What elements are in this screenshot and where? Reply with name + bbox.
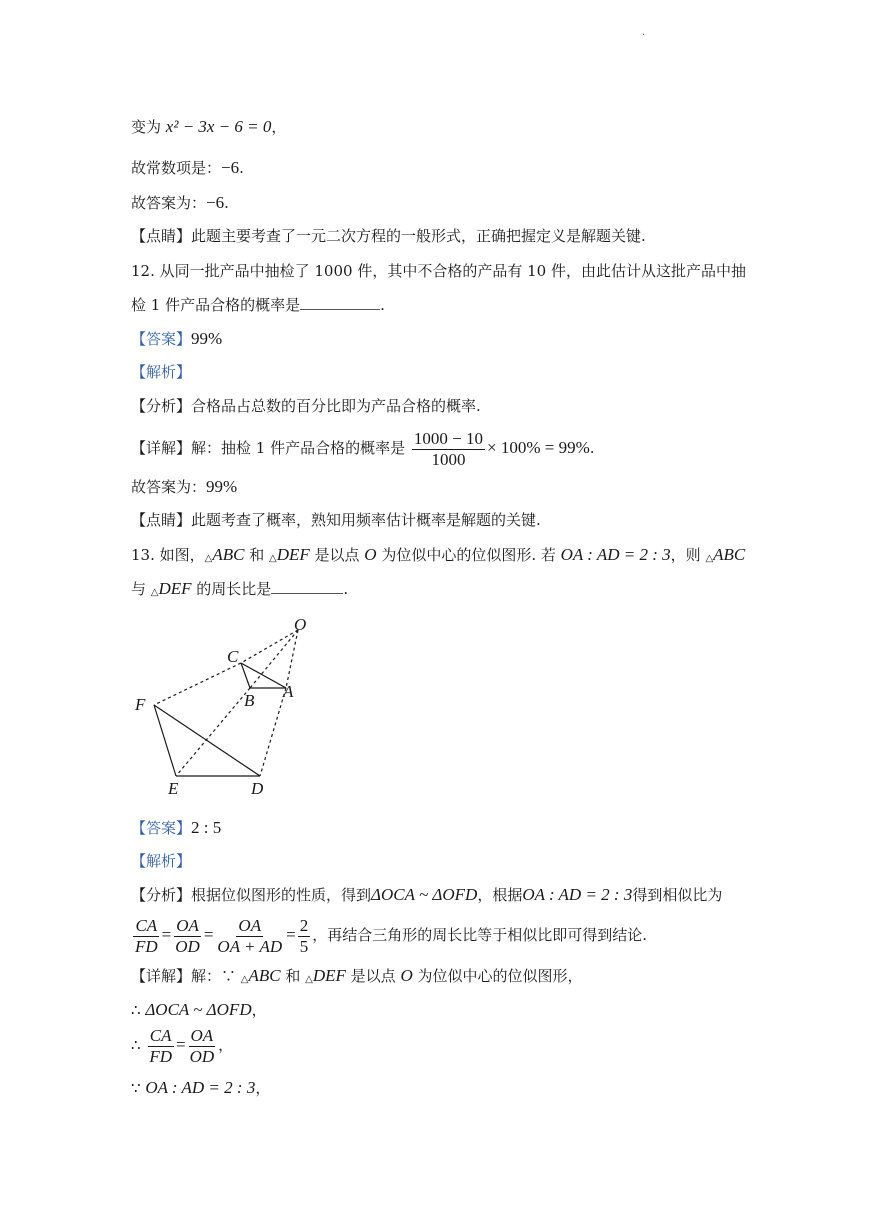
- text: 为位似中心的位似图形，: [412, 967, 583, 985]
- answer-blank: [271, 579, 343, 594]
- denominator: 5: [299, 936, 309, 956]
- analysis-tag: 【解析】: [131, 852, 192, 870]
- similarity: ΔOCA ~ ΔOFD: [145, 1000, 252, 1019]
- text: 故常数项是：: [131, 159, 222, 177]
- triangle-symbol: △: [705, 553, 714, 564]
- answer-line: [131, 193, 229, 213]
- triangle-symbol: △: [268, 553, 277, 564]
- punct: .: [380, 296, 385, 314]
- denominator: OD: [175, 936, 200, 956]
- numerator: CA: [149, 1025, 172, 1045]
- text: 和: [244, 546, 269, 564]
- eq-transform-line: [131, 117, 286, 137]
- punct: ，: [251, 1001, 267, 1019]
- numerator: 2: [299, 915, 309, 935]
- text: 得到相似比为: [632, 886, 723, 904]
- punct: .: [343, 580, 349, 598]
- text: 根据位似图形的性质，得到: [191, 886, 372, 904]
- triangle-symbol: △: [204, 553, 213, 564]
- segment-ca: [241, 663, 286, 688]
- ratio: OA : AD = 2 : 3: [522, 885, 633, 904]
- similarity: ΔOCA ~ ΔOFD: [371, 885, 478, 904]
- denominator: FD: [135, 936, 158, 956]
- homothety-figure: [120, 608, 330, 803]
- text: 此题主要考查了一元二次方程的一般形式，正确把握定义是解题关键.: [191, 227, 646, 245]
- dash-oa: [286, 630, 298, 688]
- label-b: B: [244, 691, 255, 710]
- triangle-abc: ABC: [713, 545, 746, 564]
- fraction-oa-od: [173, 916, 202, 957]
- text: 是以点: [309, 546, 365, 564]
- dash-ad: [260, 688, 286, 776]
- punct: ，: [255, 1079, 271, 1097]
- q12-line2: [131, 295, 385, 315]
- result: × 100% = 99%: [486, 438, 590, 457]
- q13-answer: [131, 818, 221, 838]
- text: ，则: [670, 546, 706, 564]
- text: 与: [131, 580, 151, 598]
- punct: .: [224, 194, 229, 212]
- dash-cf: [154, 663, 241, 705]
- triangle-def: DEF: [276, 545, 310, 564]
- point-o: O: [364, 545, 377, 564]
- ratio-condition: OA : AD = 2 : 3: [560, 545, 671, 564]
- text: 解：抽检 1 件产品合格的概率是: [191, 439, 406, 457]
- text: 故答案为：: [131, 478, 207, 496]
- triangle-symbol: △: [240, 974, 249, 985]
- label-c: C: [227, 647, 239, 666]
- value: 99%: [206, 477, 238, 496]
- fraction-2-5: [298, 916, 311, 957]
- q12-line1: 12. 从同一批产品中抽检了 1000 件，其中不合格的产品有 10 件，由此估计从这批产品中抽: [131, 262, 746, 280]
- q12-answer: [131, 329, 222, 349]
- because-symbol: ∵: [131, 1079, 146, 1097]
- numerator: OA: [238, 915, 262, 935]
- text: 13. 如图，: [131, 546, 205, 564]
- triangle-def: DEF: [312, 966, 346, 985]
- point-o: O: [400, 966, 413, 985]
- value: −6: [221, 158, 240, 177]
- fraction-oa-od: [188, 1026, 217, 1067]
- detail-tag: 【详解】: [131, 439, 192, 457]
- dash-ob: [250, 630, 298, 688]
- numerator: CA: [135, 915, 158, 935]
- denominator: FD: [149, 1046, 172, 1066]
- dash-oc: [241, 630, 298, 663]
- text: 是以点: [345, 967, 401, 985]
- therefore-symbol: ∴: [131, 1001, 146, 1019]
- triangle-symbol: △: [150, 587, 159, 598]
- denominator: 1000: [431, 449, 466, 469]
- comment-tag: 【点睛】: [131, 227, 192, 245]
- punct: .: [239, 159, 244, 177]
- text: 合格品占总数的百分比即为产品合格的概率.: [191, 397, 481, 415]
- segment-fe: [154, 705, 176, 776]
- q13-therefore1: [131, 1000, 267, 1020]
- triangle-symbol: △: [305, 974, 313, 985]
- punct: ，: [218, 1036, 234, 1054]
- segment-fd: [154, 705, 260, 776]
- denominator: OD: [189, 1046, 215, 1066]
- punct: ，: [271, 118, 287, 136]
- text: 变为: [131, 118, 162, 136]
- therefore-symbol: ∴: [131, 1036, 146, 1054]
- comment-tag: 【点睛】: [131, 511, 192, 529]
- numerator: OA: [190, 1025, 214, 1045]
- text: 为位似中心的位似图形. 若: [376, 546, 561, 564]
- text: ，再结合三角形的周长比等于相似比即可得到结论.: [312, 926, 647, 944]
- analysis-tag: 【解析】: [131, 363, 192, 381]
- fraction-ca-fd: [147, 1026, 174, 1067]
- text: 故答案为：: [131, 194, 207, 212]
- denominator: OA + AD: [217, 936, 283, 956]
- numerator: OA: [176, 915, 199, 935]
- numerator: 1000 − 10: [413, 428, 483, 448]
- punct: .: [589, 439, 595, 457]
- triangle-abc: ABC: [212, 545, 245, 564]
- answer-value: 99%: [191, 329, 223, 348]
- answer-tag: 【答案】: [131, 819, 192, 837]
- comment-line: [131, 226, 646, 246]
- fenxi-tag: 【分析】: [131, 397, 192, 415]
- q13-therefore2: ∴ $\frac{CA}{FD}$ = $\frac{OA}{OD}$ ，: [131, 1025, 234, 1066]
- text: 和: [280, 967, 306, 985]
- label-a: A: [283, 682, 294, 701]
- text: 检 1 件产品合格的概率是: [131, 296, 301, 314]
- fenxi-tag: 【分析】: [131, 886, 192, 904]
- q13-line1: [131, 545, 745, 568]
- page-marker: ·: [642, 30, 646, 41]
- q12-analysis-tag: [131, 362, 191, 382]
- text: 的周长比是: [191, 580, 272, 598]
- q12-detail: [131, 427, 595, 470]
- q13-analysis-tag: [131, 851, 191, 871]
- fraction-ca-fd: [133, 916, 160, 957]
- value: −6: [206, 193, 225, 212]
- triangle-def: DEF: [158, 579, 192, 598]
- answer-value: 2 : 5: [191, 818, 222, 837]
- text: ，根据: [477, 886, 523, 904]
- q13-line2: [131, 579, 348, 602]
- ratio: OA : AD = 2 : 3: [145, 1078, 256, 1097]
- constant-term-line: [131, 158, 244, 178]
- q12-dianjing: [131, 510, 541, 530]
- label-d: D: [251, 779, 264, 798]
- label-o: O: [294, 615, 307, 634]
- label-f: F: [135, 695, 146, 714]
- probability-fraction: [412, 429, 485, 470]
- equation: x² − 3x − 6 = 0: [165, 117, 272, 136]
- dash-be: [176, 688, 250, 776]
- fraction-oa-oaad: [215, 916, 284, 957]
- q13-fenxi1: [131, 885, 722, 905]
- q13-detail: [131, 966, 583, 989]
- q12-final: [131, 477, 237, 497]
- label-e: E: [168, 779, 179, 798]
- text: 此题考查了概率，熟知用频率估计概率是解题的关键.: [191, 511, 541, 529]
- triangle-abc: ABC: [248, 966, 281, 985]
- text: 解：∵: [191, 967, 241, 985]
- q12-fenxi: [131, 396, 481, 416]
- detail-tag: 【详解】: [131, 967, 192, 985]
- answer-tag: 【答案】: [131, 330, 192, 348]
- answer-blank: [300, 295, 380, 310]
- q13-fenxi2: $\frac{CA}{FD}$ = $\frac{OA}{OD}$ = $\frac{OA}{OA + AD}$ = $\frac{2}{5}$ ，再结合三角形的周长比等于相似比即可得到结论.: [135, 915, 647, 956]
- q13-because: [131, 1078, 270, 1098]
